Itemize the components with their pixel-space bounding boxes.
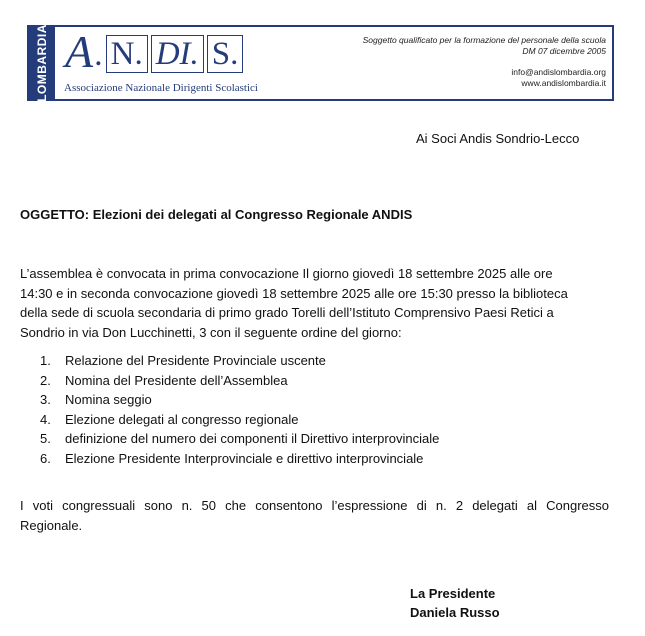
region-band [29,24,55,102]
body-line: Sondrio in via Don Lucchinetti, 3 con il seguente ordine del giorno: [20,324,402,340]
contact-website[interactable]: www.andislombardia.it [521,78,606,88]
body-paragraph [20,264,610,342]
agenda-item: 6. Elezione Presidente Interprovinciale e direttivo interprovinciale [40,450,424,466]
signature-name: Daniela Russo [410,605,500,620]
votes-line: I voti congressuali sono n. 50 che consentono l’espressione di n. 2 delegati al Congresso [20,498,609,513]
logo-box-di: DI . [151,35,204,73]
contact-email[interactable]: info@andislombardia.org [511,67,606,77]
logo-box-s: S . [207,35,244,73]
signature-role: La Presidente [410,586,496,601]
votes-line: Regionale. [20,517,83,533]
agenda-item: 3. Nomina seggio [40,392,152,407]
letterhead [27,25,614,101]
signature-block [410,584,500,622]
region-label: LOMBARDIA [35,24,49,102]
letterhead-contact [363,35,606,89]
body-line: 14:30 e in seconda convocazione giovedì 18 settembre 2025 alle ore 15:30 presso la biblioteca [20,285,568,301]
recipient: Ai Soci Andis Sondrio-Lecco [416,131,580,146]
votes-paragraph [20,496,609,535]
agenda-item: 1. Relazione del Presidente Provinciale uscente [40,353,326,368]
andis-logo: A . N . DI . S . [65,31,243,73]
body-line: L’assemblea è convocata in prima convocazione Il giorno giovedì 18 settembre 2025 alle ore [20,266,553,281]
body-line: della sede di scuola secondaria di primo grado Torelli dell’Istituto Comprensivo Paesi Retici a [20,305,554,320]
logo-letter-a: A [65,26,94,77]
qualification-line-1: Soggetto qualificato per la formazione del personale della scuola [362,35,606,45]
qualification-line-2: DM 07 dicembre 2005 [522,46,606,56]
logo-box-n: N . [106,35,148,73]
agenda-item: 4. Elezione delegati al congresso regionale [40,411,299,427]
subject-line: OGGETTO: Elezioni dei delegati al Congresso Regionale ANDIS [20,207,413,222]
agenda-item: 5. definizione del numero dei componenti il Direttivo interprovinciale [40,431,440,446]
agenda-item: 2. Nomina del Presidente dell’Assemblea [40,372,288,388]
association-name: Associazione Nazionale Dirigenti Scolastici [64,82,258,94]
agenda-list [20,351,610,468]
